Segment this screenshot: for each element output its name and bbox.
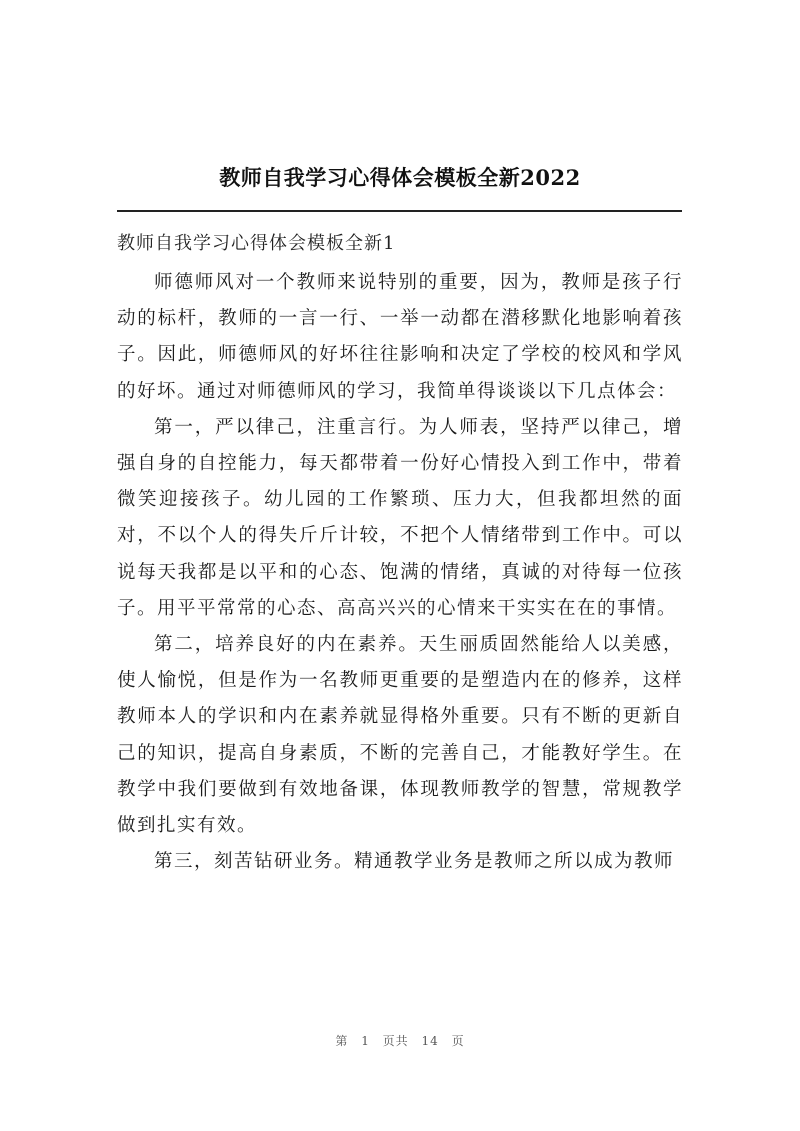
paragraph-point-one: 第一，严以律己，注重言行。为人师表，坚持严以律己，增强自身的自控能力，每天都带着一份好心情投入到工作中，带着微笑迎接孩子。幼儿园的工作繁琐、压力大，但我都坦然的面对，不以个人的得失斤斤计较，不把个人情绪带到工作中。可以说每天我都是以平和的心态、饱满的情绪，真诚的对待每一位孩子。用平平常常的心态、高高兴兴的心情来干实实在在的事情。 bbox=[117, 416, 683, 619]
document-body bbox=[117, 265, 683, 880]
page-prefix: 第 bbox=[335, 1034, 349, 1048]
page-mid: 页共 bbox=[382, 1034, 409, 1048]
paragraph-point-three: 第三，刻苦钻研业务。精通教学业务是教师之所以成为教师 bbox=[154, 851, 675, 873]
page-footer bbox=[0, 1032, 800, 1050]
total-pages: 14 bbox=[421, 1034, 439, 1048]
section-heading: 教师自我学习心得体会模板全新1 bbox=[117, 233, 396, 254]
paragraph-intro: 师德师风对一个教师来说特别的重要，因为，教师是孩子行动的标杆，教师的一言一行、一举一动都在潜移默化地影响着孩子。因此，师德师风的好坏往往影响和决定了学校的校风和学风的好坏。通过对师德师风的学习，我简单得谈谈以下几点体会： bbox=[117, 272, 683, 402]
current-page-number: 1 bbox=[361, 1034, 370, 1048]
page-title: 教师自我学习心得体会模板全新2022 bbox=[219, 165, 581, 190]
page-suffix: 页 bbox=[451, 1034, 465, 1048]
title-divider bbox=[117, 210, 682, 212]
paragraph-point-two: 第二，培养良好的内在素养。天生丽质固然能给人以美感，使人愉悦，但是作为一名教师更重要的是塑造内在的修养，这样教师本人的学识和内在素养就显得格外重要。只有不断的更新自己的知识，提高自身素质，不断的完善自己，才能教好学生。在教学中我们要做到有效地备课，体现教师教学的智慧，常规教学做到扎实有效。 bbox=[117, 634, 683, 837]
